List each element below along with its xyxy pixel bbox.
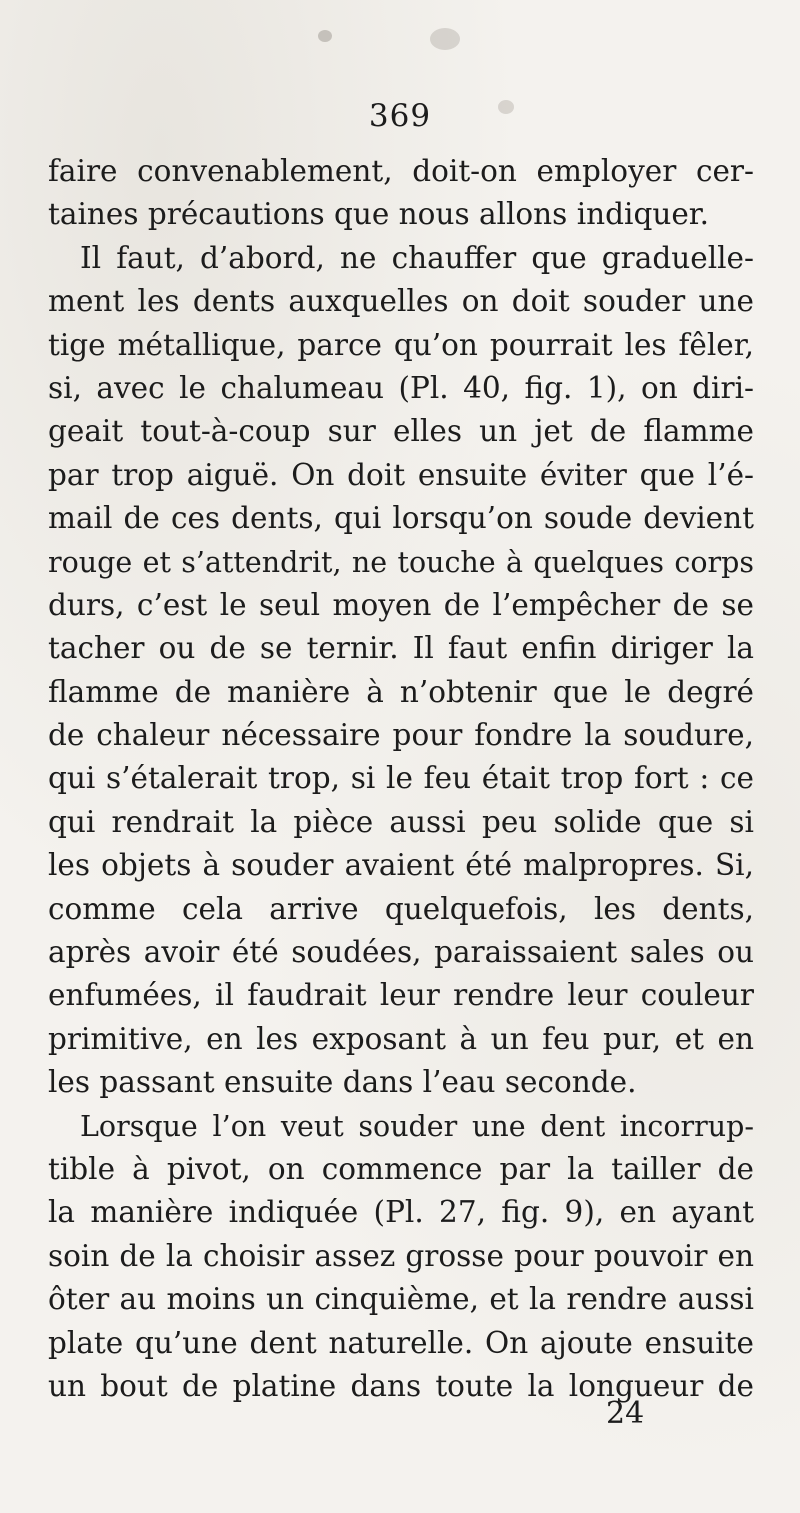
paper-stain — [318, 30, 332, 42]
text-line: la manière indiquée (Pl. 27, fig. 9), en ayant — [48, 1195, 754, 1230]
text-line: primitive, en les exposant à un feu pur, et en — [48, 1021, 754, 1056]
signature-mark: 24 — [606, 1396, 645, 1431]
text-line: geait tout-à-coup sur elles un jet de flamme — [48, 414, 754, 449]
paper-stain — [430, 28, 460, 50]
text-line: durs, c’est le seul moyen de l’empêcher de se — [48, 587, 754, 622]
text-line: tige métallique, parce qu’on pourrait les fêler, — [48, 327, 754, 362]
text-line: après avoir été soudées, paraissaient sales ou — [48, 935, 754, 970]
text-line: un bout de platine dans toute la longueur de — [48, 1368, 754, 1403]
text-line: mail de ces dents, qui lorsqu’on soude devient — [48, 501, 754, 536]
text-line: tacher ou de se ternir. Il faut enfin diriger la — [48, 631, 754, 666]
text-line: ment les dents auxquelles on doit souder une — [48, 284, 754, 319]
text-line: qui s’étalerait trop, si le feu était trop fort : ce — [48, 761, 754, 796]
text-line: ôter au moins un cinquième, et la rendre aussi — [48, 1282, 754, 1317]
text-line: rouge et s’attendrit, ne touche à quelques corps — [48, 545, 754, 579]
text-line: Lorsque l’on veut souder une dent incorrup- — [80, 1109, 754, 1143]
text-line: les objets à souder avaient été malpropres. Si, — [48, 848, 754, 883]
text-line: tible à pivot, on commence par la tailler de — [48, 1151, 754, 1186]
body-text — [48, 150, 754, 1408]
text-line: flamme de manière à n’obtenir que le degré — [48, 674, 754, 709]
text-line: faire convenablement, doit-on employer cer- — [48, 154, 754, 188]
text-line: de chaleur nécessaire pour fondre la soudure, — [48, 718, 754, 753]
text-line: enfumées, il faudrait leur rendre leur couleur — [48, 978, 754, 1013]
text-line: par trop aiguë. On doit ensuite éviter que l’é- — [48, 457, 754, 492]
text-line: Il faut, d’abord, ne chauffer que graduelle- — [80, 240, 754, 275]
text-line: soin de la choisir assez grosse pour pouvoir en — [48, 1238, 754, 1273]
text-line: comme cela arrive quelquefois, les dents, — [48, 891, 754, 926]
text-line: qui rendrait la pièce aussi peu solide que si — [48, 804, 754, 839]
text-line: les passant ensuite dans l’eau seconde. — [48, 1065, 637, 1100]
text-line: si, avec le chalumeau (Pl. 40, fig. 1), on diri- — [48, 370, 754, 405]
text-line: plate qu’une dent naturelle. On ajoute ensuite — [48, 1325, 754, 1360]
page-number: 369 — [368, 98, 432, 134]
text-line: taines précautions que nous allons indiquer. — [48, 197, 710, 232]
